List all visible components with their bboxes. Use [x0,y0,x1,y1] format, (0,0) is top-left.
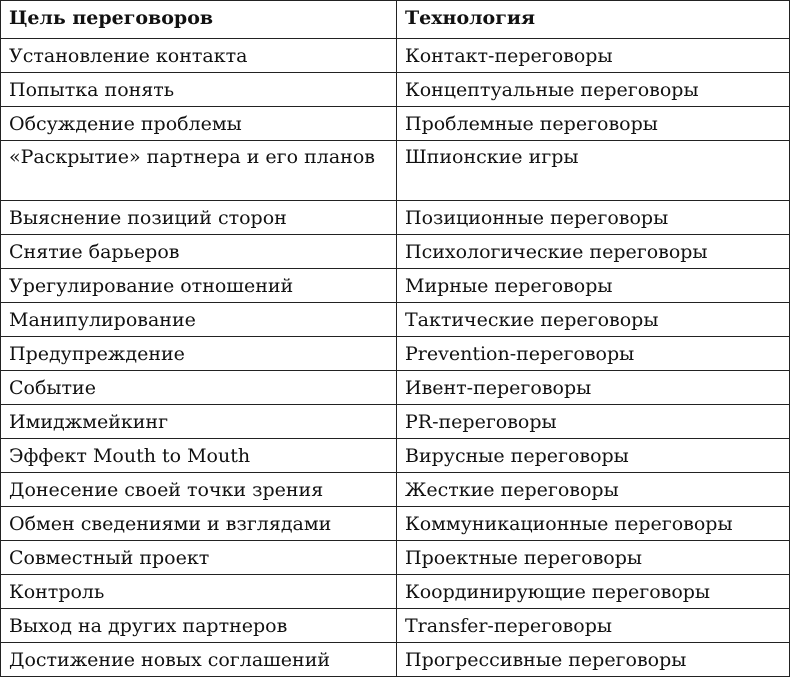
goal-cell: «Раскрытие» партнера и его планов [1,141,397,201]
goal-cell: Контроль [1,575,397,609]
technology-cell: Prevention-переговоры [397,337,790,371]
goal-cell: Предупреждение [1,337,397,371]
technology-cell: PR-переговоры [397,405,790,439]
table-row [1,575,790,609]
table-row [1,439,790,473]
technology-cell: Концептуальные переговоры [397,73,790,107]
goal-cell: Манипулирование [1,303,397,337]
goal-cell: Урегулирование отношений [1,269,397,303]
table-row [1,609,790,643]
technology-cell: Контакт-переговоры [397,39,790,73]
technology-cell: Координирующие переговоры [397,575,790,609]
goal-cell: Событие [1,371,397,405]
technology-cell: Позиционные переговоры [397,201,790,235]
technology-cell: Шпионские игры [397,141,790,201]
technology-cell: Жесткие переговоры [397,473,790,507]
technology-cell: Проектные переговоры [397,541,790,575]
goal-cell: Попытка понять [1,73,397,107]
table-row [1,39,790,73]
table-row [1,473,790,507]
technology-cell: Мирные переговоры [397,269,790,303]
table-row [1,107,790,141]
table-row [1,337,790,371]
goal-cell: Имиджмейкинг [1,405,397,439]
technology-cell: Transfer-переговоры [397,609,790,643]
technology-cell: Ивент-переговоры [397,371,790,405]
table-row [1,235,790,269]
table-row [1,73,790,107]
table-row [1,405,790,439]
table-row [1,141,790,201]
goal-cell: Обмен сведениями и взглядами [1,507,397,541]
goal-cell: Обсуждение проблемы [1,107,397,141]
header-technology: Технология [397,1,790,39]
goal-cell: Совместный проект [1,541,397,575]
goal-cell: Установление контакта [1,39,397,73]
header-goal: Цель переговоров [1,1,397,39]
goal-cell: Донесение своей точки зрения [1,473,397,507]
table-row [1,201,790,235]
goal-cell: Снятие барьеров [1,235,397,269]
technology-cell: Вирусные переговоры [397,439,790,473]
table-row [1,303,790,337]
goal-cell: Эффект Mouth to Mouth [1,439,397,473]
technology-cell: Тактические переговоры [397,303,790,337]
technology-cell: Проблемные переговоры [397,107,790,141]
table-row [1,643,790,677]
technology-cell: Психологические переговоры [397,235,790,269]
table-row [1,269,790,303]
table-header-row [1,1,790,39]
table-row [1,371,790,405]
table-row [1,507,790,541]
technology-cell: Прогрессивные переговоры [397,643,790,677]
goal-cell: Достижение новых соглашений [1,643,397,677]
table-row [1,541,790,575]
goal-cell: Выяснение позиций сторон [1,201,397,235]
goal-cell: Выход на других партнеров [1,609,397,643]
technology-cell: Коммуникационные переговоры [397,507,790,541]
